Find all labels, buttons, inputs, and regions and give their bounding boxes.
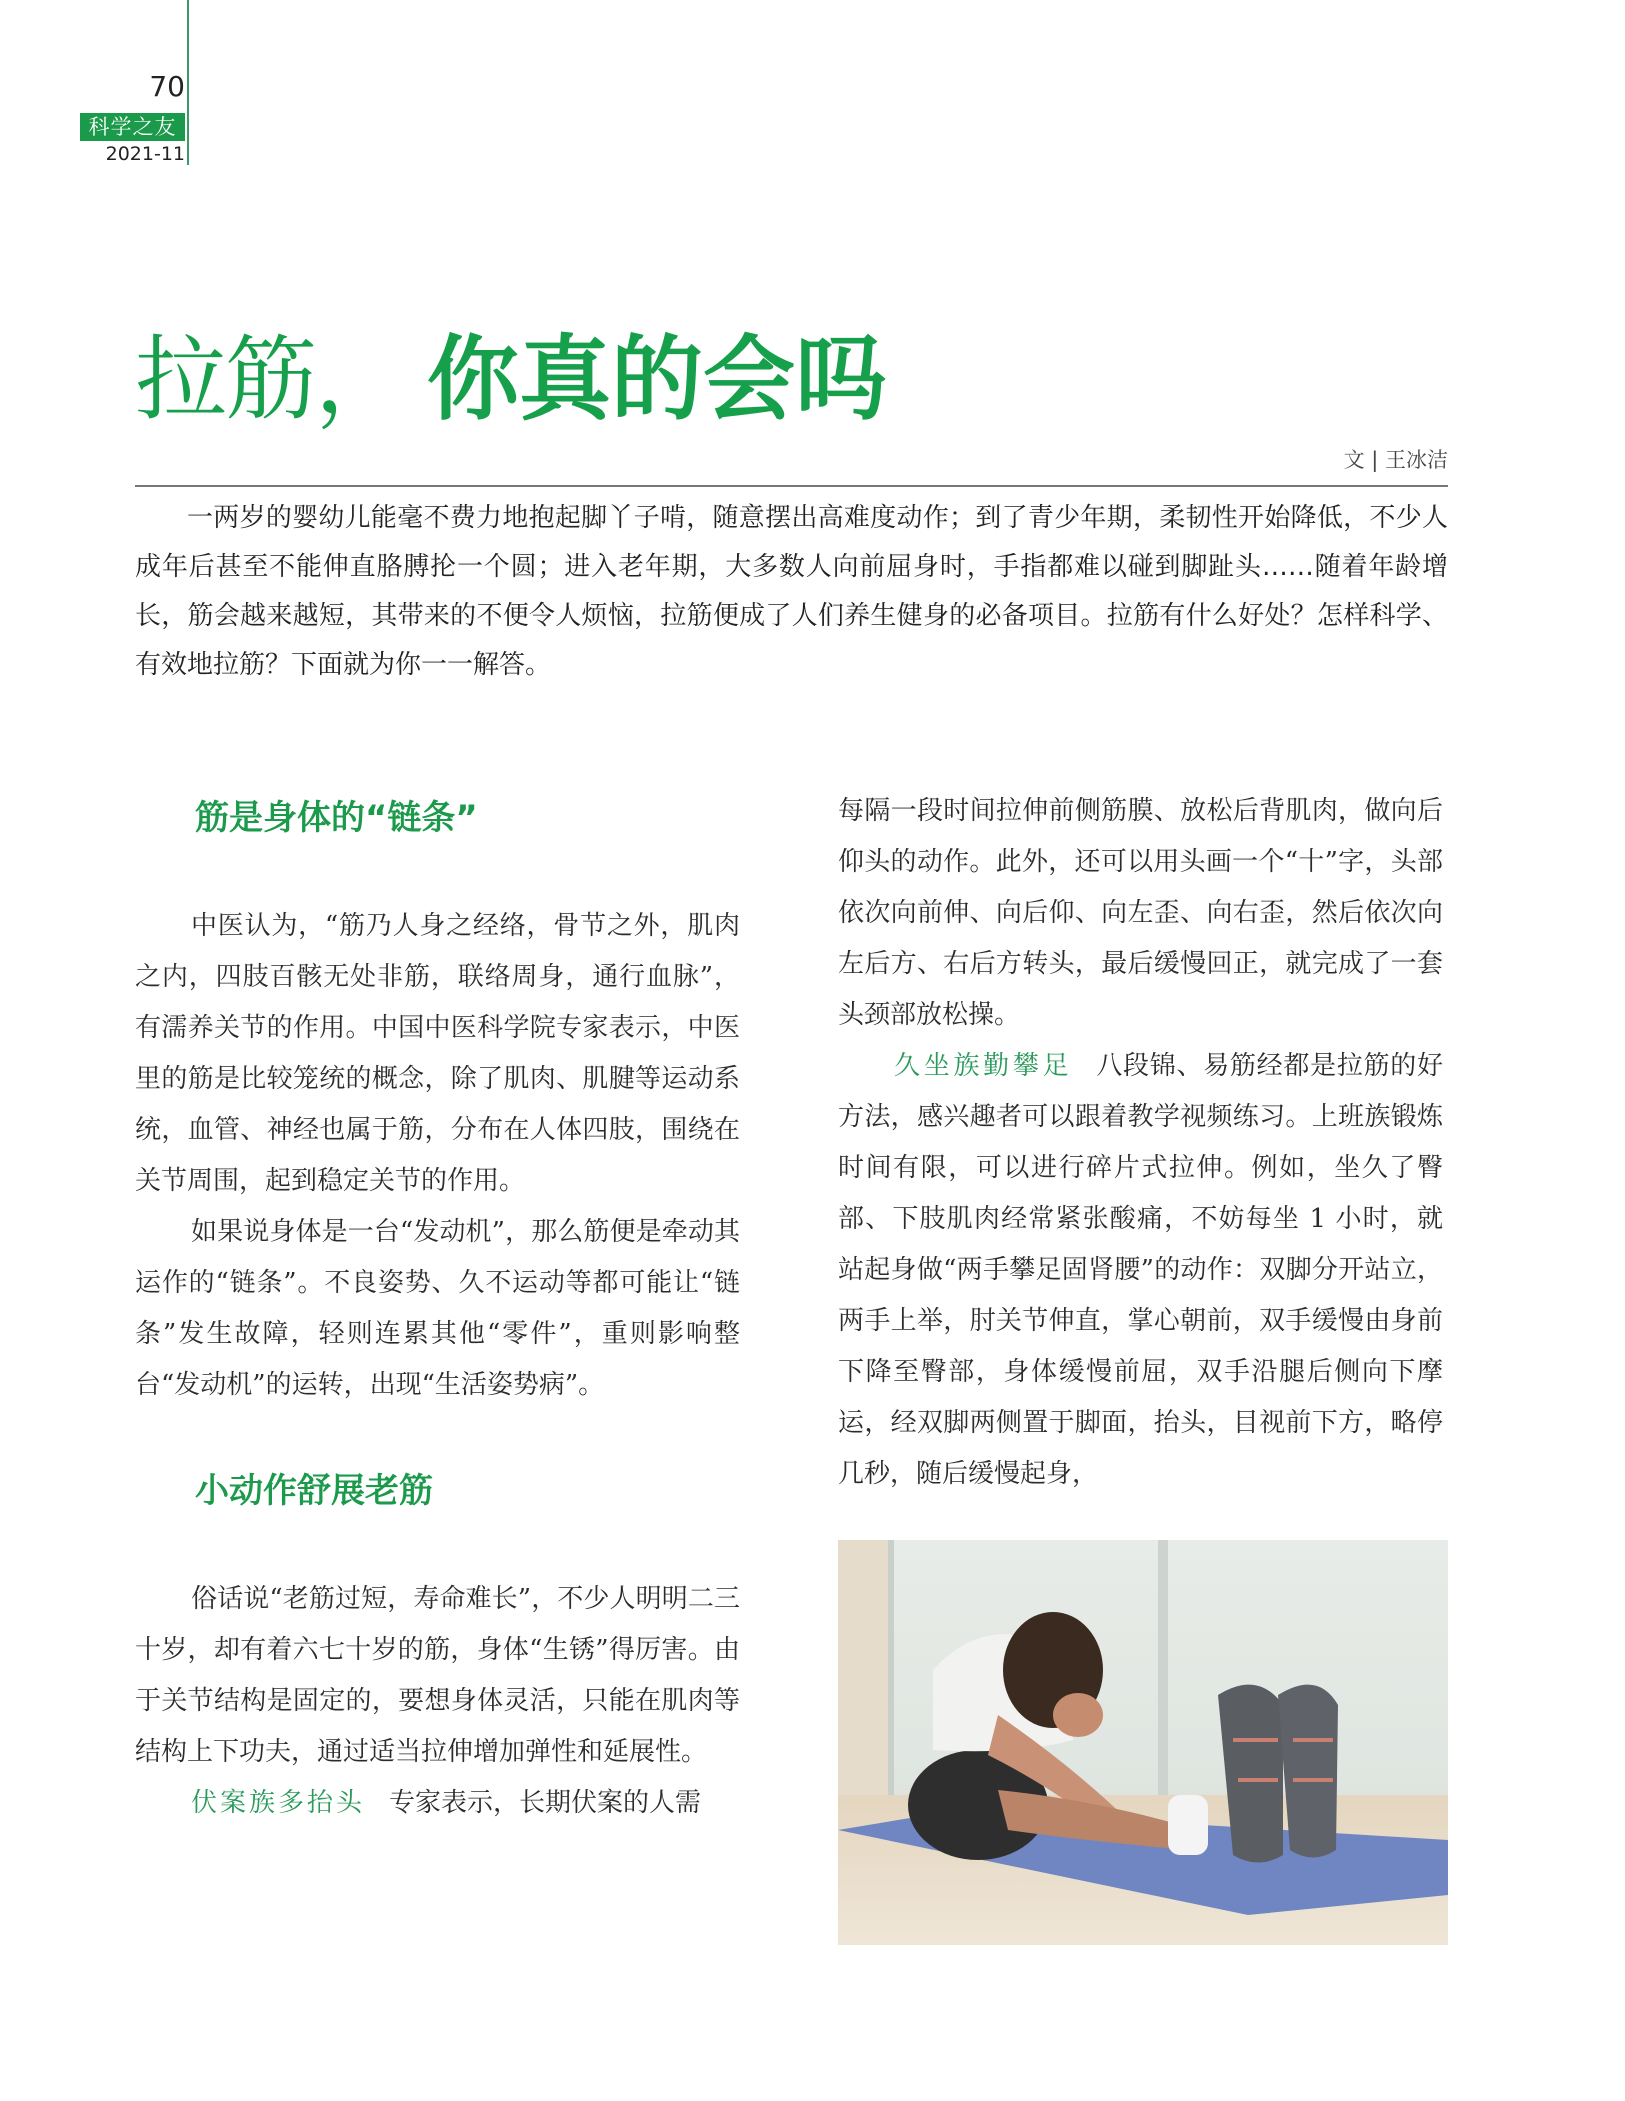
lead-phrase: 伏案族多抬头 xyxy=(191,1788,366,1818)
magazine-badge: 科学之友 xyxy=(80,113,185,141)
body-paragraph: 如果说身体是一台“发动机”，那么筋便是牵动其运作的“链条”。不良姿势、久不运动等都可能让“链条”发生故障，轻则连累其他“零件”，重则影响整台“发动机”的运转，出现“生活姿势病”。 xyxy=(135,1217,740,1400)
section-heading-1: 筋是身体的“链条” xyxy=(195,798,478,838)
lead-phrase: 久坐族勤攀足 xyxy=(894,1051,1073,1081)
article-title xyxy=(135,325,887,435)
right-column xyxy=(838,786,1443,1500)
photo-illustration xyxy=(838,1540,1448,1945)
section-heading-2: 小动作舒展老筋 xyxy=(195,1471,433,1511)
body-paragraph: 中医认为，“筋乃人身之经络，骨节之外，肌肉之内，四肢百骸无处非筋，联络周身，通行血脉”，有濡养关节的作用。中国中医科学院专家表示，中医里的筋是比较笼统的概念，除了肌肉、肌腱等运动系统，血管、神经也属于筋，分布在人体四肢，围绕在关节周围，起到稳定关节的作用。 xyxy=(135,911,740,1196)
header-divider-line xyxy=(187,0,189,165)
issue-date: 2021-11 xyxy=(105,143,185,165)
left-column xyxy=(135,790,740,1829)
title-bold: 你真的会吗 xyxy=(427,326,888,433)
title-rule xyxy=(135,485,1448,487)
byline: 文 | 王冰洁 xyxy=(1343,448,1448,472)
stretching-photo xyxy=(838,1540,1448,1945)
intro-paragraph: 一两岁的婴幼儿能毫不费力地抱起脚丫子啃，随意摆出高难度动作；到了青少年期，柔韧性开始降低，不少人成年后甚至不能伸直胳膊抡一个圆；进入老年期，大多数人向前屈身时，手指都难以碰到脚趾头……随着年龄增长，筋会越来越短，其带来的不便令人烦恼，拉筋便成了人们养生健身的必备项目。拉筋有什么好处？怎样科学、有效地拉筋？下面就为你一一解答。 xyxy=(135,503,1448,680)
lead-paragraph: 久坐族勤攀足 八段锦、易筋经都是拉筋的好方法，感兴趣者可以跟着教学视频练习。上班族锻炼时间有限，可以进行碎片式拉伸。例如，坐久了臀部、下肢肌肉经常紧张酸痛，不妨每坐 1 小时，就站起身做“两手攀足固肾腰”的动作：双脚分开站立，两手上举，肘关节伸直，掌心朝前，双手缓慢由身前下降至臀部，身体缓慢前屈，双手沿腿后侧向下摩运，经双脚两侧置于脚面，抬头，目视前下方，略停几秒，随后缓慢起身， xyxy=(838,1051,1443,1489)
body-paragraph-continued: 每隔一段时间拉伸前侧筋膜、放松后背肌肉，做向后仰头的动作。此外，还可以用头画一个“十”字，头部依次向前伸、向后仰、向左歪、向右歪，然后依次向左后方、右后方转头，最后缓慢回正，就完成了一套头颈部放松操。 xyxy=(838,796,1443,1030)
title-light: 拉筋， xyxy=(135,326,406,433)
lead-paragraph: 伏案族多抬头 专家表示，长期伏案的人需 xyxy=(191,1788,702,1818)
page-number: 70 xyxy=(149,70,185,103)
body-paragraph: 俗话说“老筋过短，寿命难长”，不少人明明二三十岁，却有着六七十岁的筋，身体“生锈”得厉害。由于关节结构是固定的，要想身体灵活，只能在肌肉等结构上下功夫，通过适当拉伸增加弹性和延展性。 xyxy=(135,1584,740,1767)
